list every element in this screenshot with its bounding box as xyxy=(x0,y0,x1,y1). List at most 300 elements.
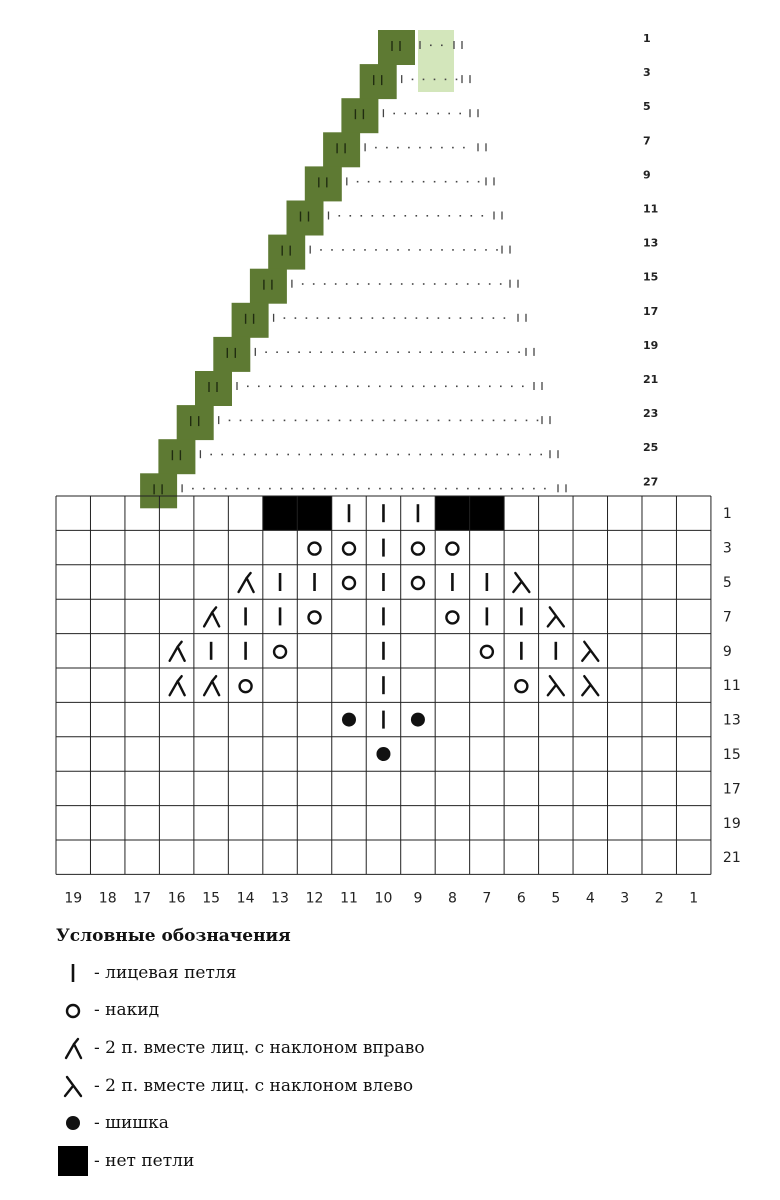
purl-dot-mark xyxy=(456,283,458,285)
purl-dot-mark xyxy=(313,283,315,285)
edge-chart xyxy=(0,0,780,489)
purl-dot-mark xyxy=(537,420,539,422)
purl-dot-mark xyxy=(302,386,304,388)
column-number-label: 16 xyxy=(167,890,186,907)
legend-label: - накид xyxy=(94,1000,160,1021)
purl-dot-mark xyxy=(430,249,432,251)
purl-dot-mark xyxy=(522,386,524,388)
yarn-over-mark xyxy=(274,646,286,658)
purl-dot-mark xyxy=(394,317,396,319)
purl-dot-mark xyxy=(361,215,363,217)
purl-dot-mark xyxy=(328,420,330,422)
purl-dot-mark xyxy=(419,147,421,149)
purl-dot-mark xyxy=(339,317,341,319)
purl-dot-mark xyxy=(394,420,396,422)
purl-dot-mark xyxy=(437,113,439,115)
purl-dot-mark xyxy=(434,386,436,388)
purl-dot-mark xyxy=(456,79,458,81)
row-number-label: 9 xyxy=(643,168,651,182)
purl-dot-mark xyxy=(408,147,410,149)
row-number-label: 7 xyxy=(722,609,732,626)
yarn-over-mark xyxy=(446,543,458,555)
purl-dot-mark xyxy=(419,249,421,251)
purl-dot-mark xyxy=(415,113,417,115)
purl-dot-mark xyxy=(423,386,425,388)
row-number-label: 17 xyxy=(643,304,659,318)
column-number-label: 3 xyxy=(620,890,630,907)
legend-label: - 2 п. вместе лиц. с наклоном влево xyxy=(94,1075,414,1096)
purl-dot-mark xyxy=(426,113,428,115)
purl-dot-mark xyxy=(423,181,425,183)
legend-item-knit xyxy=(56,954,736,992)
edge-step xyxy=(250,269,287,304)
first-rows-highlight xyxy=(418,30,454,92)
purl-dot-mark xyxy=(405,215,407,217)
edge-step xyxy=(305,166,342,201)
purl-dot-mark xyxy=(419,351,421,353)
purl-dot-mark xyxy=(350,215,352,217)
purl-dot-mark xyxy=(489,283,491,285)
purl-dot-mark xyxy=(353,454,355,456)
purl-dot-mark xyxy=(364,351,366,353)
purl-dot-mark xyxy=(383,317,385,319)
k2tog-left-mark xyxy=(513,573,529,592)
purl-dot-mark xyxy=(320,249,322,251)
purl-dot-mark xyxy=(317,317,319,319)
purl-dot-mark xyxy=(390,181,392,183)
yarn-over-mark xyxy=(412,577,424,589)
edge-step xyxy=(360,64,397,99)
column-number-label: 6 xyxy=(516,890,526,907)
no-stitch-cell xyxy=(470,496,504,530)
purl-dot-mark xyxy=(427,420,429,422)
k2tog-left-mark xyxy=(548,676,564,695)
purl-dot-mark xyxy=(254,454,256,456)
purl-dot-mark xyxy=(393,113,395,115)
purl-dot-mark xyxy=(386,454,388,456)
purl-dot-mark xyxy=(295,420,297,422)
purl-dot-mark xyxy=(467,181,469,183)
purl-dot-mark xyxy=(452,249,454,251)
edge-step xyxy=(268,235,305,270)
purl-dot-mark xyxy=(434,79,436,81)
purl-dot-mark xyxy=(287,351,289,353)
purl-dot-mark xyxy=(324,283,326,285)
purl-dot-mark xyxy=(438,420,440,422)
purl-dot-mark xyxy=(427,317,429,319)
purl-dot-mark xyxy=(467,386,469,388)
purl-dot-mark xyxy=(441,454,443,456)
purl-dot-mark xyxy=(251,420,253,422)
purl-dot-mark xyxy=(518,351,520,353)
purl-dot-mark xyxy=(456,386,458,388)
column-number-label: 9 xyxy=(413,890,423,907)
purl-dot-mark xyxy=(441,249,443,251)
column-number-label: 13 xyxy=(271,890,289,907)
purl-dot-mark xyxy=(342,249,344,251)
purl-dot-mark xyxy=(445,386,447,388)
row-number-label: 3 xyxy=(722,540,732,557)
purl-dot-mark xyxy=(258,386,260,388)
purl-dot-mark xyxy=(346,283,348,285)
purl-dot-mark xyxy=(269,386,271,388)
purl-dot-mark xyxy=(526,420,528,422)
k2tog-left-mark xyxy=(582,642,598,661)
purl-dot-mark xyxy=(500,386,502,388)
purl-dot-mark xyxy=(423,79,425,81)
column-number-label: 11 xyxy=(340,890,358,907)
purl-dot-mark xyxy=(368,283,370,285)
purl-dot-mark xyxy=(438,215,440,217)
purl-dot-mark xyxy=(397,147,399,149)
purl-dot-mark xyxy=(434,181,436,183)
purl-dot-mark xyxy=(511,386,513,388)
purl-dot-mark xyxy=(460,317,462,319)
column-number-label: 12 xyxy=(305,890,324,907)
row-number-label: 5 xyxy=(722,575,732,591)
yarn-over-mark xyxy=(343,543,355,555)
no-stitch-cell xyxy=(435,496,469,530)
purl-dot-mark xyxy=(262,420,264,422)
purl-dot-mark xyxy=(276,454,278,456)
purl-dot-mark xyxy=(386,249,388,251)
purl-dot-mark xyxy=(474,454,476,456)
purl-dot-mark xyxy=(507,454,509,456)
purl-dot-mark xyxy=(485,454,487,456)
row-number-label: 21 xyxy=(722,850,741,867)
purl-dot-mark xyxy=(460,215,462,217)
purl-dot-mark xyxy=(412,283,414,285)
row-number-label: 23 xyxy=(643,407,659,421)
purl-dot-mark xyxy=(386,351,388,353)
k2tog-left-mark xyxy=(548,607,564,626)
purl-dot-mark xyxy=(210,454,212,456)
k2tog-left-icon xyxy=(56,1071,90,1101)
purl-dot-mark xyxy=(496,351,498,353)
legend-label: - 2 п. вместе лиц. с наклоном вправо xyxy=(94,1037,425,1058)
purl-dot-mark xyxy=(441,351,443,353)
purl-dot-mark xyxy=(375,147,377,149)
legend-label: - нет петли xyxy=(94,1150,195,1171)
purl-dot-mark xyxy=(412,79,414,81)
legend-item-k2tog-right xyxy=(56,1029,736,1067)
edge-step xyxy=(213,337,250,372)
purl-dot-mark xyxy=(284,420,286,422)
purl-dot-mark xyxy=(430,147,432,149)
purl-dot-mark xyxy=(518,454,520,456)
bobble-mark xyxy=(376,747,390,761)
row-number-label: 3 xyxy=(643,66,651,80)
column-number-label: 17 xyxy=(133,890,152,907)
row-number-label: 19 xyxy=(722,815,741,832)
purl-dot-mark xyxy=(372,420,374,422)
purl-dot-mark xyxy=(331,351,333,353)
purl-dot-mark xyxy=(390,386,392,388)
purl-dot-mark xyxy=(302,283,304,285)
purl-dot-mark xyxy=(232,454,234,456)
purl-dot-mark xyxy=(306,420,308,422)
purl-dot-mark xyxy=(309,454,311,456)
purl-dot-mark xyxy=(416,420,418,422)
bobble-icon xyxy=(56,1108,90,1138)
row-number-label: 15 xyxy=(643,270,659,284)
purl-dot-mark xyxy=(449,420,451,422)
purl-dot-mark xyxy=(361,420,363,422)
purl-dot-mark xyxy=(493,420,495,422)
purl-dot-mark xyxy=(295,317,297,319)
yarn-over-icon xyxy=(56,995,90,1025)
legend xyxy=(56,926,736,1180)
purl-dot-mark xyxy=(273,420,275,422)
purl-dot-mark xyxy=(383,420,385,422)
legend-item-yarn-over xyxy=(56,992,736,1030)
purl-dot-mark xyxy=(229,420,231,422)
purl-dot-mark xyxy=(401,181,403,183)
edge-step xyxy=(177,405,214,440)
purl-dot-mark xyxy=(364,249,366,251)
purl-dot-mark xyxy=(240,420,242,422)
column-number-label: 14 xyxy=(236,890,255,907)
purl-dot-mark xyxy=(324,386,326,388)
purl-dot-mark xyxy=(474,249,476,251)
purl-dot-mark xyxy=(383,215,385,217)
purl-dot-mark xyxy=(287,454,289,456)
edge-step xyxy=(378,30,415,65)
column-number-label: 19 xyxy=(64,890,83,907)
purl-dot-mark xyxy=(247,386,249,388)
purl-dot-mark xyxy=(397,454,399,456)
purl-dot-mark xyxy=(416,317,418,319)
purl-dot-mark xyxy=(353,249,355,251)
yarn-over-mark xyxy=(343,577,355,589)
row-number-label: 11 xyxy=(643,202,659,216)
edge-step xyxy=(341,98,378,133)
purl-dot-mark xyxy=(471,215,473,217)
purl-dot-mark xyxy=(460,420,462,422)
purl-dot-mark xyxy=(335,386,337,388)
purl-dot-mark xyxy=(339,215,341,217)
yarn-over-mark xyxy=(309,543,321,555)
purl-dot-mark xyxy=(430,45,432,47)
column-number-label: 10 xyxy=(374,890,393,907)
purl-dot-mark xyxy=(441,147,443,149)
yarn-over-mark xyxy=(412,543,424,555)
purl-dot-mark xyxy=(309,351,311,353)
purl-dot-mark xyxy=(298,351,300,353)
bobble-mark xyxy=(411,713,425,727)
purl-dot-mark xyxy=(339,420,341,422)
row-number-label: 15 xyxy=(722,747,741,763)
purl-dot-mark xyxy=(306,317,308,319)
purl-dot-mark xyxy=(320,454,322,456)
legend-item-bobble xyxy=(56,1104,736,1142)
yarn-over-mark xyxy=(481,646,493,658)
purl-dot-mark xyxy=(320,351,322,353)
purl-dot-mark xyxy=(445,283,447,285)
purl-dot-mark xyxy=(463,249,465,251)
purl-dot-mark xyxy=(368,386,370,388)
yarn-over-mark xyxy=(446,611,458,623)
row-number-label: 19 xyxy=(643,338,659,352)
knit-stitch-icon xyxy=(56,958,90,988)
purl-dot-mark xyxy=(364,454,366,456)
edge-step xyxy=(323,132,360,167)
purl-dot-mark xyxy=(346,386,348,388)
purl-dot-mark xyxy=(357,283,359,285)
purl-dot-mark xyxy=(452,454,454,456)
purl-dot-mark xyxy=(463,351,465,353)
purl-dot-mark xyxy=(379,181,381,183)
column-number-label: 7 xyxy=(482,890,492,907)
purl-dot-mark xyxy=(361,317,363,319)
purl-dot-mark xyxy=(284,317,286,319)
k2tog-right-mark xyxy=(239,573,254,592)
purl-dot-mark xyxy=(456,181,458,183)
purl-dot-mark xyxy=(416,215,418,217)
purl-dot-mark xyxy=(291,386,293,388)
purl-dot-mark xyxy=(504,317,506,319)
edge-step xyxy=(232,303,269,338)
purl-dot-mark xyxy=(379,386,381,388)
row-number-label: 27 xyxy=(643,475,659,489)
column-number-label: 4 xyxy=(585,890,595,907)
purl-dot-mark xyxy=(243,454,245,456)
row-number-label: 17 xyxy=(722,781,741,798)
purl-dot-mark xyxy=(221,454,223,456)
purl-dot-mark xyxy=(335,283,337,285)
purl-dot-mark xyxy=(540,454,542,456)
purl-dot-mark xyxy=(390,283,392,285)
purl-dot-mark xyxy=(423,283,425,285)
bobble-mark xyxy=(342,713,356,727)
purl-dot-mark xyxy=(350,317,352,319)
purl-dot-mark xyxy=(401,386,403,388)
purl-dot-mark xyxy=(441,45,443,47)
purl-dot-mark xyxy=(298,454,300,456)
no-stitch-cell xyxy=(263,496,297,530)
purl-dot-mark xyxy=(265,351,267,353)
legend-label: - лицевая петля xyxy=(94,962,237,983)
purl-dot-mark xyxy=(328,317,330,319)
purl-dot-mark xyxy=(467,283,469,285)
purl-dot-mark xyxy=(482,215,484,217)
purl-dot-mark xyxy=(404,113,406,115)
legend-label: - шишка xyxy=(94,1113,169,1134)
purl-dot-mark xyxy=(438,317,440,319)
legend-item-no-stitch xyxy=(56,1142,736,1180)
purl-dot-mark xyxy=(463,454,465,456)
row-number-label: 1 xyxy=(722,506,732,523)
purl-dot-mark xyxy=(427,215,429,217)
edge-step xyxy=(195,371,232,406)
purl-dot-mark xyxy=(478,181,480,183)
stitch-chart xyxy=(0,480,780,907)
row-number-label: 5 xyxy=(643,100,651,114)
purl-dot-mark xyxy=(478,283,480,285)
column-number-label: 1 xyxy=(689,890,699,907)
purl-dot-mark xyxy=(397,351,399,353)
row-number-label: 7 xyxy=(643,134,651,148)
purl-dot-mark xyxy=(529,454,531,456)
k2tog-right-icon xyxy=(56,1033,90,1063)
purl-dot-mark xyxy=(430,454,432,456)
row-number-label: 1 xyxy=(643,32,651,45)
purl-dot-mark xyxy=(372,215,374,217)
purl-dot-mark xyxy=(448,113,450,115)
purl-dot-mark xyxy=(485,351,487,353)
purl-dot-mark xyxy=(496,454,498,456)
edge-step xyxy=(158,439,195,474)
column-number-label: 15 xyxy=(202,890,221,907)
purl-dot-mark xyxy=(405,317,407,319)
purl-dot-mark xyxy=(412,181,414,183)
yarn-over-mark xyxy=(515,680,527,692)
purl-dot-mark xyxy=(379,283,381,285)
purl-dot-mark xyxy=(280,386,282,388)
purl-dot-mark xyxy=(452,351,454,353)
purl-dot-mark xyxy=(375,351,377,353)
purl-dot-mark xyxy=(408,351,410,353)
column-number-label: 2 xyxy=(654,890,664,907)
legend-title: Условные обозначения xyxy=(56,926,291,946)
purl-dot-mark xyxy=(463,147,465,149)
purl-dot-mark xyxy=(331,454,333,456)
purl-dot-mark xyxy=(342,351,344,353)
purl-dot-mark xyxy=(482,317,484,319)
yarn-over-mark xyxy=(309,611,321,623)
row-number-label: 13 xyxy=(643,236,659,250)
k2tog-right-mark xyxy=(204,676,219,695)
purl-dot-mark xyxy=(489,386,491,388)
purl-dot-mark xyxy=(397,249,399,251)
purl-dot-mark xyxy=(478,386,480,388)
purl-dot-mark xyxy=(353,351,355,353)
purl-dot-mark xyxy=(408,249,410,251)
edge-step xyxy=(287,201,324,236)
purl-dot-mark xyxy=(419,454,421,456)
purl-dot-mark xyxy=(445,79,447,81)
purl-dot-mark xyxy=(342,454,344,456)
row-number-label: 25 xyxy=(643,441,659,455)
purl-dot-mark xyxy=(386,147,388,149)
column-number-label: 18 xyxy=(98,890,117,907)
purl-dot-mark xyxy=(515,420,517,422)
purl-dot-mark xyxy=(449,215,451,217)
purl-dot-mark xyxy=(368,181,370,183)
purl-dot-mark xyxy=(504,420,506,422)
purl-dot-mark xyxy=(459,113,461,115)
purl-dot-mark xyxy=(405,420,407,422)
column-number-label: 5 xyxy=(551,890,561,907)
purl-dot-mark xyxy=(500,283,502,285)
purl-dot-mark xyxy=(445,181,447,183)
row-number-label: 11 xyxy=(722,678,741,695)
purl-dot-mark xyxy=(357,181,359,183)
purl-dot-mark xyxy=(412,386,414,388)
purl-dot-mark xyxy=(485,249,487,251)
purl-dot-mark xyxy=(276,351,278,353)
k2tog-right-mark xyxy=(204,607,219,626)
purl-dot-mark xyxy=(434,283,436,285)
row-number-label: 9 xyxy=(722,643,732,660)
purl-dot-mark xyxy=(331,249,333,251)
purl-dot-mark xyxy=(452,147,454,149)
purl-dot-mark xyxy=(350,420,352,422)
purl-dot-mark xyxy=(401,283,403,285)
purl-dot-mark xyxy=(507,351,509,353)
purl-dot-mark xyxy=(493,317,495,319)
row-number-label: 21 xyxy=(643,373,659,386)
